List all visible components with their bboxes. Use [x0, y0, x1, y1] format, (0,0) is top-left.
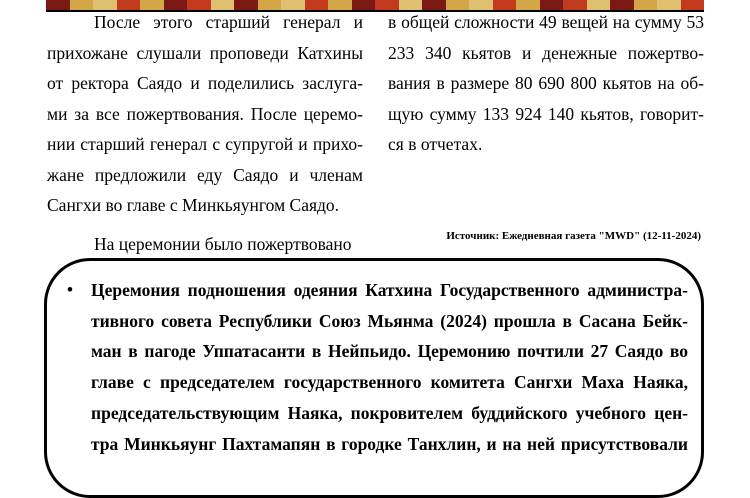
left-column [47, 7, 363, 259]
text-line: тивного совета Республики Союз Мьянма (2024) прошла в Сасана Бейк- [91, 310, 688, 331]
text-line: вания в размере 80 690 800 кьятов на об- [388, 73, 704, 93]
bullet-icon: • [67, 280, 73, 299]
text-line: ман в пагоде Уппатасанти в Нейпьидо. Церемонию почтили 27 Саядо во [91, 341, 688, 362]
text-line: прихожане слушали проповеди Катхины [47, 42, 363, 63]
right-paragraph [388, 7, 704, 160]
text-line: щую сумму 133 924 140 кьятов, говорит- [388, 103, 704, 124]
text-line: ся в отчетах. [388, 134, 483, 154]
text-line: На церемонии было пожертвовано [94, 233, 352, 254]
text-line: главе с председателем государственного комитета Сангхи Маха Наяка, [91, 372, 688, 393]
text-line: После этого старший генерал и [94, 12, 363, 32]
text-line: от ректора Саядо и поделились заслуга- [47, 73, 363, 93]
left-paragraph-1 [47, 7, 363, 221]
text-line: нии старший генерал с супругой и прихо- [47, 134, 363, 154]
highlight-box [44, 258, 704, 498]
text-line: Церемония подношения одеяния Катхина Государственного администра- [91, 280, 688, 300]
text-line: председательствующим Наяка, покровителем буддийского учебного цен- [91, 402, 688, 423]
text-line: тра Минкьяунг Пахтамапян в городке Танхлин, и на ней присутствовали [91, 433, 688, 454]
text-line: ми за все пожертвования. После церемо- [47, 103, 363, 124]
text-line: жане предложили еду Саядо и членам [47, 164, 363, 185]
text-line: Сангхи во главе с Минкьяунгом Саядо. [47, 195, 340, 215]
right-column [388, 7, 704, 160]
source-credit: Источник: Ежедневная газета "MWD" (12-11-2024) [446, 230, 701, 242]
text-line: в общей сложности 49 вещей на сумму [388, 12, 682, 32]
bullet-item [67, 275, 688, 459]
text-line: 53 233 340 кьятов и денежные пожертво- [388, 12, 705, 63]
